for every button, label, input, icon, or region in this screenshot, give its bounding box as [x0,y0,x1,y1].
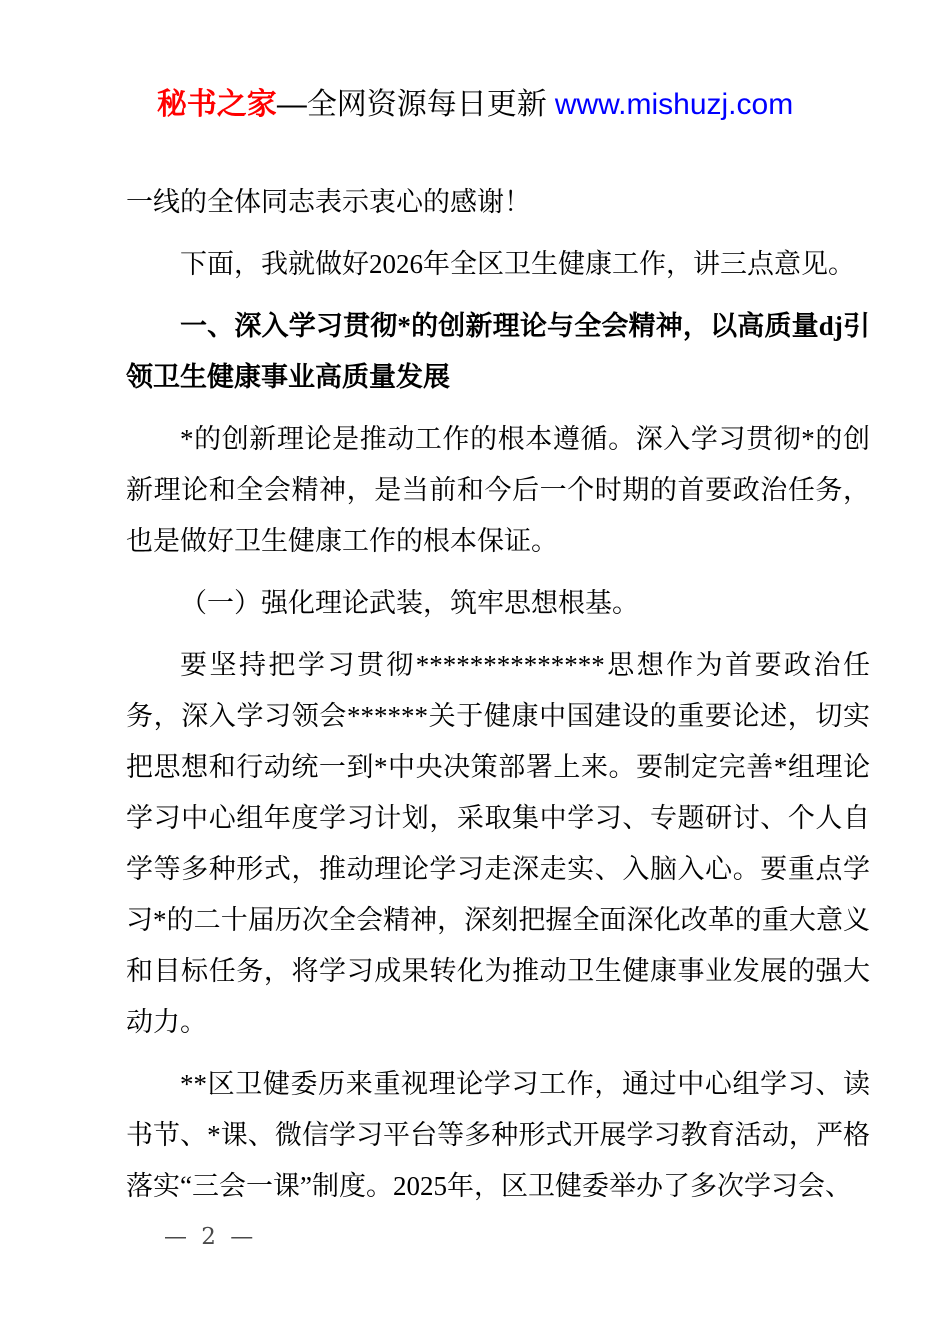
site-header [0,86,950,124]
page-number: — 2 — [164,1224,254,1250]
section-heading: 一、深入学习贯彻*的创新理论与全会精神，以高质量dj引领卫生健康事业高质量发展 [126,311,870,392]
body: 要坚持把学习贯彻**************思想作为首要政治任务，深入学习领会******关于健康中国建设的重要论述，切实把思想和行动统一到*中央决策部署上来。要制定完善*组理论学习中心组年度学习计划，采取集中学习、专题研讨、个人自学等多种形式，推动理论学习走深走实、入脑入心。要重点学习*的二十届历次全会精神，深刻把握全面深化改革的重大意义和目标任务，将学习成果转化为推动卫生健康事业发展的强大动力。 [126,650,870,1037]
body: *的创新理论是推动工作的根本遵循。深入学习贯彻*的创新理论和全会精神，是当前和今后一个时期的首要政治任务，也是做好卫生健康工作的根本保证。 [126,424,870,556]
header-tagline: 全网资源每日更新 [306,88,547,121]
sub-heading: （一）强化理论武装，筑牢思想根基。 [180,588,639,618]
brand-name: 秘书之家 [156,88,277,121]
body: 下面，我就做好2026年全区卫生健康工作，讲三点意见。 [180,249,855,279]
body-continuation: 一线的全体同志表示衷心的感谢！ [126,187,531,217]
body: **区卫健委历来重视理论学习工作，通过中心组学习、读书节、*课、微信学习平台等多种形式开展学习教育活动，严格落实“三会一课”制度。2025年，区卫健委举办了多次学习会、 [126,1069,870,1201]
document-body [126,177,870,1223]
header-url-link[interactable]: www.mishuzj.com [554,88,794,121]
header-dash: — [276,88,307,121]
